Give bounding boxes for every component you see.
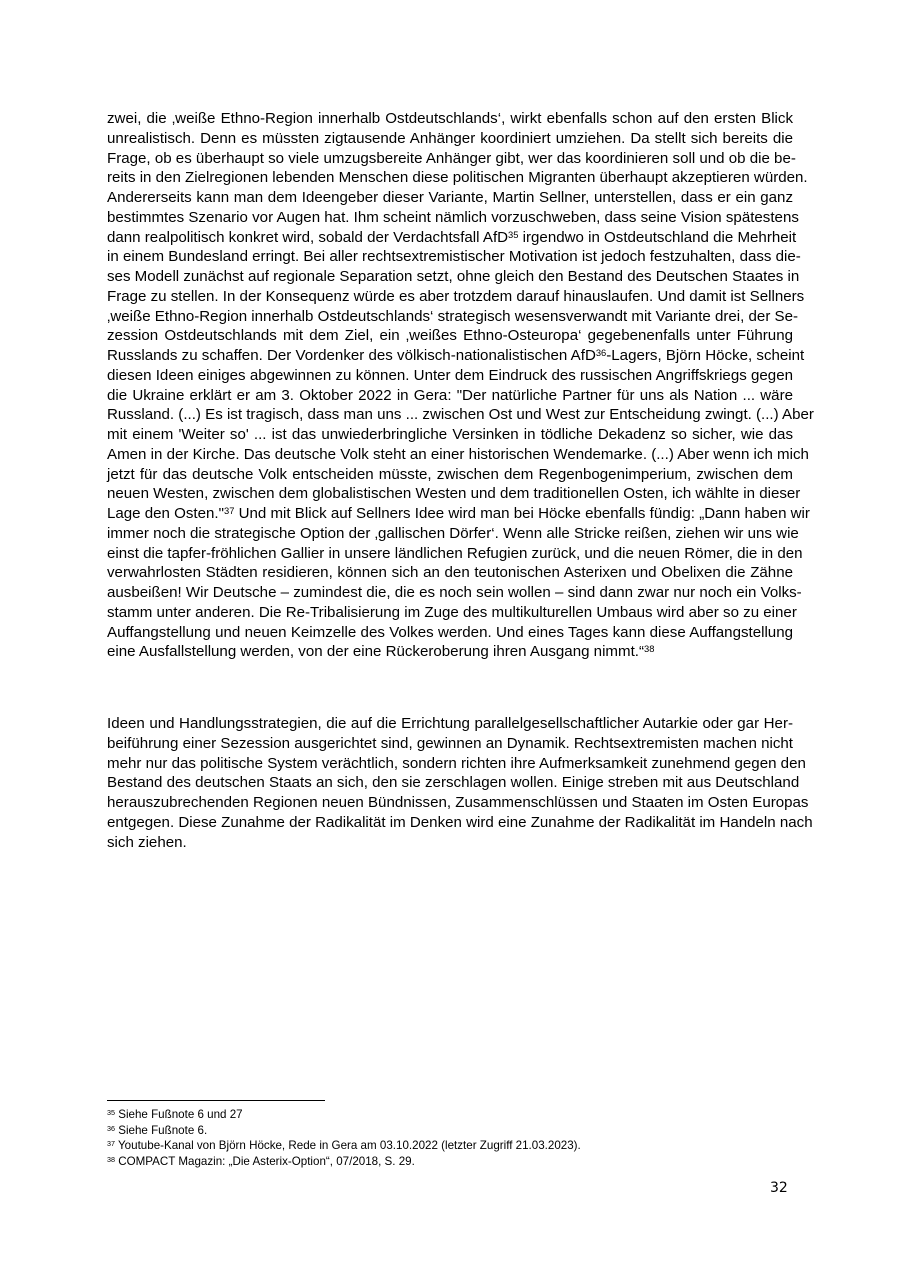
text-line: Frage zu stellen. In der Konsequenz würde es aber trotzdem darauf hinauslaufen. Und damit ist Sellners — [107, 287, 805, 305]
text-line: dann realpolitisch konkret wird, sobald der Verdachtsfall AfD$^{35}$ irgendwo in Ostdeutschland die Mehrheit — [107, 228, 797, 246]
text-line: in einem Bundesland erringt. Bei aller rechtsextremistischer Motivation ist jedoch festzuhalten, dass die- — [107, 248, 801, 266]
text-line: immer noch die strategische Option der ‚gallischen Dörfer‘. Wenn alle Stricke reißen, ziehen wir uns wie — [107, 524, 799, 542]
text-line: zwei, die ‚weiße Ethno-Region innerhalb Ostdeutschlands‘, wirkt ebenfalls schon auf den ersten Blick — [107, 110, 793, 127]
footnote-item — [107, 1123, 793, 1139]
text-line: einst die tapfer-fröhlichen Gallier in unsere ländlichen Refugien zurück, und die neuen Römer, die in den — [107, 544, 803, 562]
footnote-marker: 38 — [644, 644, 655, 655]
footnote-text: Siehe Fußnote 6. — [115, 1123, 208, 1137]
footnote-separator — [107, 1100, 325, 1101]
footnote-marker: 36 — [595, 347, 607, 358]
text-line: stamm unter anderen. Die Re-Tribalisierung im Zuge des multikulturellen Umbaus wird aber so zu einer — [107, 603, 797, 621]
text-line: Russlands zu schaffen. Der Vordenker des völkisch-nationalistischen AfD$^{36}$-Lagers, Björn Höcke, scheint — [107, 347, 805, 364]
text-line: mehr nur das politische System verächtlich, sondern richten ihre Aufmerksamkeit zunehmend gegen den — [107, 754, 806, 772]
text-line: die Ukraine erklärt er am 3. Oktober 2022 in Gera: "Der natürliche Partner für uns als Nation ... wäre — [107, 386, 793, 404]
text-line: bestimmtes Szenario vor Augen hat. Ihm scheint nämlich vorzuschweben, dass seine Vision spätestens — [107, 208, 799, 226]
body-paragraph-2 — [107, 714, 813, 852]
page-number: 32 — [770, 1180, 788, 1196]
text-line: entgegen. Diese Zunahme der Radikalität im Denken wird eine Zunahme der Radikalität im Handeln nach — [107, 813, 813, 831]
text-line: mit einem 'Weiter so' ... ist das unwiederbringliche Versinken in tödliche Dekadenz so sicher, wie das — [107, 426, 793, 443]
footnote-number: 36 — [107, 1123, 115, 1133]
footnote-marker: 37 — [223, 505, 235, 516]
text-line: Auffangstellung und neuen Keimzelle des Volkes werden. Und eines Tages kann diese Auffangstellung — [107, 623, 793, 641]
text-line: reits in den Zielregionen lebenden Menschen diese politischen Migranten überhaupt akzeptieren würden. — [107, 169, 808, 187]
body-paragraph-1 — [107, 109, 814, 662]
footnote-item — [107, 1154, 793, 1170]
text-line: beiführung einer Sezession ausgerichtet sind, gewinnen an Dynamik. Rechtsextremisten machen nicht — [107, 734, 793, 752]
text-line: neuen Westen, zwischen dem globalistischen Westen und dem traditionellen Osten, ich wählte in dieser — [107, 485, 801, 503]
text-line: Andererseits kann man dem Ideengeber dieser Variante, Martin Sellner, unterstellen, dass er ein ganz — [107, 189, 793, 206]
footnote-item — [107, 1107, 793, 1123]
text-line: Ideen und Handlungsstrategien, die auf die Errichtung parallelgesellschaftlicher Autarkie oder gar Her- — [107, 715, 793, 732]
text-line: unrealistisch. Denn es müssten zigtausende Anhänger koordiniert umziehen. Da stellt sich bereits die — [107, 129, 793, 147]
footnote-text: Youtube-Kanal von Björn Höcke, Rede in Gera am 03.10.2022 (letzter Zugriff 21.03.2023). — [115, 1139, 581, 1152]
text-line: herauszubrechenden Regionen neuen Bündnissen, Zusammenschlüssen und Staaten im Osten Europas — [107, 794, 809, 811]
footnotes-section — [107, 1107, 793, 1169]
text-line: Frage, ob es überhaupt so viele umzugsbereite Anhänger gibt, wer das koordinieren soll und ob die be- — [107, 149, 796, 167]
text-line: zession Ostdeutschlands mit dem Ziel, ein ‚weißes Ethno-Osteuropa‘ gegebenenfalls unter Führung — [107, 327, 793, 345]
text-line: diesen Ideen einiges abgewinnen zu können. Unter dem Eindruck des russischen Angriffskriegs gegen — [107, 366, 793, 384]
text-line: sich ziehen. — [107, 833, 187, 851]
text-line: Lage den Osten."$^{37}$ Und mit Blick auf Sellners Idee wird man bei Höcke ebenfalls fündig: „Dann haben wir — [107, 505, 810, 522]
text-line: verwahrlosten Städten residieren, können sich an den teutonischen Asterixen und Obelixen die Zähne — [107, 564, 793, 582]
text-line: Amen in der Kirche. Das deutsche Volk steht an einer historischen Wendemarke. (...) Aber wenn ich mich — [107, 445, 809, 463]
text-line: ses Modell zunächst auf regionale Separation setzt, ohne gleich den Bestand des Deutschen Staates in — [107, 268, 800, 285]
footnote-number: 37 — [107, 1138, 115, 1148]
text-line: ausbeißen! Wir Deutsche – zumindest die, die es noch sein wollen – sind dann zwar nur noch ein Volks- — [107, 584, 802, 601]
footnote-text: Siehe Fußnote 6 und 27 — [115, 1108, 243, 1121]
footnote-number: 35 — [107, 1107, 115, 1117]
text-line: Bestand des deutschen Staats an sich, den sie zerschlagen wollen. Einige streben mit aus Deutschland — [107, 774, 800, 792]
footnote-text: COMPACT Magazin: „Die Asterix-Option“, 07/2018, S. 29. — [115, 1154, 415, 1168]
text-line: jetzt für das deutsche Volk entscheiden müsste, zwischen dem Regenbogenimperium, zwischen dem — [107, 465, 793, 483]
text-line: eine Ausfallstellung werden, von der eine Rückeroberung ihren Ausgang nimmt.“$^{38}$ — [107, 643, 655, 661]
text-line: Russland. (...) Es ist tragisch, dass man uns ... zwischen Ost und West zur Entscheidung zwingt. (...) Aber — [107, 406, 814, 424]
footnote-number: 38 — [107, 1154, 115, 1164]
footnote-item — [107, 1138, 793, 1154]
text-line: ‚weiße Ethno-Region innerhalb Ostdeutschlands‘ strategisch wesensverwandt mit Variante drei, der Se- — [107, 307, 799, 325]
footnote-marker: 35 — [508, 229, 519, 240]
